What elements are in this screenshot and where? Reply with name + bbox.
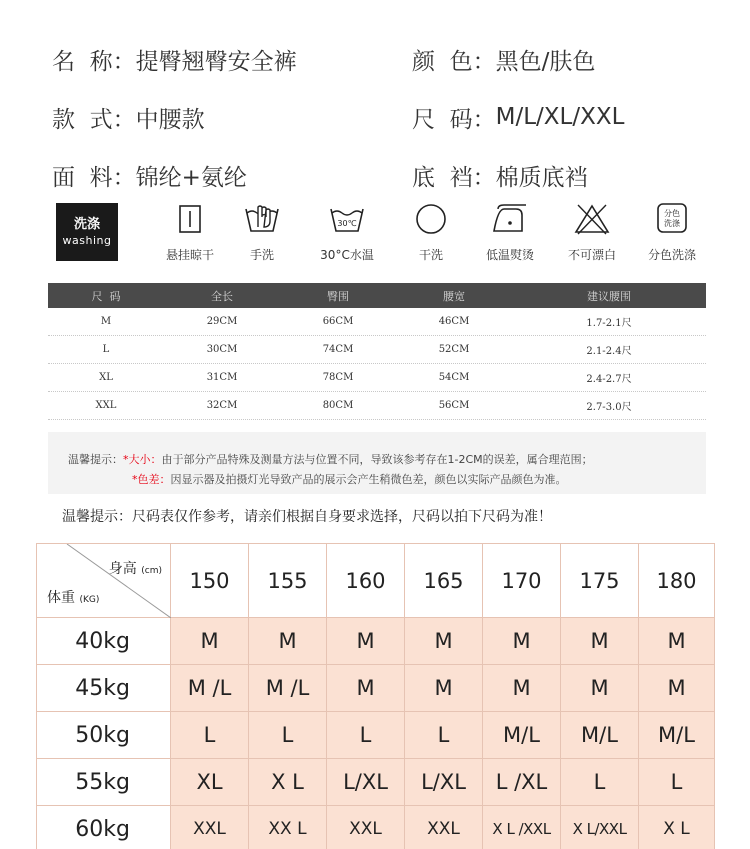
size-cell: XL — [171, 759, 249, 806]
size-cell: M — [561, 665, 639, 712]
size-note: 温馨提示：尺码表仅作参考，请亲们根据自身要求选择，尺码以拍下尺码为准！ — [62, 509, 552, 525]
header-hip: 臀围 — [327, 289, 349, 303]
care-label: 分色洗涤 — [647, 248, 696, 262]
table-row — [48, 392, 706, 420]
wash-30c-icon — [329, 203, 365, 235]
table-row — [48, 364, 706, 392]
low-iron-icon — [492, 203, 528, 235]
size-cell: M /L — [249, 665, 327, 712]
cell-hip: 66CM — [322, 316, 354, 327]
badge-title: 洗涤 — [73, 216, 100, 232]
care-dry-clean — [390, 203, 472, 265]
size-cell: M — [639, 665, 715, 712]
size-cell: M/L — [483, 712, 561, 759]
size-cell: X L /XXL — [483, 806, 561, 849]
size-cell: M — [561, 618, 639, 665]
icon-text: 洗涤 — [664, 219, 680, 228]
size-cell: L — [249, 712, 327, 759]
washing-badge — [56, 203, 118, 261]
care-label: 30°C水温 — [320, 248, 374, 262]
weight-header: 50kg — [37, 712, 171, 759]
height-header: 165 — [405, 544, 483, 618]
grid-row — [37, 618, 715, 665]
cell-waist-width: 54CM — [438, 372, 470, 383]
size-cell: M — [171, 618, 249, 665]
size-cell: M /L — [171, 665, 249, 712]
size-cell: M — [483, 618, 561, 665]
size-cell: M — [249, 618, 327, 665]
height-header: 180 — [639, 544, 715, 618]
size-cell: XX L — [249, 806, 327, 849]
cell-waist-suggest: 1.7-2.1尺 — [586, 318, 632, 329]
cell-hip: 78CM — [322, 372, 354, 383]
info-color — [412, 43, 595, 76]
size-cell: L — [561, 759, 639, 806]
size-cell: L /XL — [483, 759, 561, 806]
height-header: 170 — [483, 544, 561, 618]
weight-header: 40kg — [37, 618, 171, 665]
weight-header: 60kg — [37, 806, 171, 849]
tip-size-tag: *大小： — [123, 453, 162, 466]
header-length: 全长 — [211, 289, 233, 303]
care-hand-wash — [221, 203, 303, 265]
grid-row — [37, 665, 715, 712]
size-cell: L — [171, 712, 249, 759]
info-style — [52, 101, 412, 134]
tip-color-text: 因显示器及拍摄灯光导致产品的展示会产生稍微色差，颜色以实际产品颜色为准。 — [170, 473, 567, 486]
cell-waist-suggest: 2.7-3.0尺 — [586, 402, 632, 413]
care-no-bleach — [551, 203, 633, 265]
table-row — [48, 308, 706, 336]
cell-length: 29CM — [206, 316, 238, 327]
care-label: 干洗 — [418, 248, 443, 262]
cell-waist-width: 56CM — [438, 400, 470, 411]
weight-label: 体重 — [47, 590, 75, 606]
size-cell: M — [639, 618, 715, 665]
grid-corner — [37, 544, 171, 618]
size-cell: X L/XXL — [561, 806, 639, 849]
cell-waist-suggest: 2.1-2.4尺 — [586, 346, 632, 357]
weight-header: 55kg — [37, 759, 171, 806]
height-header: 155 — [249, 544, 327, 618]
size-cell: M — [405, 665, 483, 712]
weight-header: 45kg — [37, 665, 171, 712]
size-cell: M — [405, 618, 483, 665]
height-label: 身高 — [108, 561, 137, 577]
info-label: 款 式： — [52, 106, 136, 133]
cell-size: M — [100, 316, 112, 327]
height-axis-label — [109, 558, 162, 578]
care-hang-dry — [149, 203, 231, 265]
tip-size-line — [68, 451, 593, 467]
cell-length: 30CM — [206, 344, 238, 355]
hang-dry-icon — [172, 203, 208, 235]
cell-length: 32CM — [206, 400, 238, 411]
size-cell: M — [327, 665, 405, 712]
size-chart — [48, 283, 706, 420]
care-label: 低温熨烫 — [485, 248, 534, 262]
cell-length: 31CM — [206, 372, 238, 383]
temp-text: 30℃ — [337, 219, 357, 228]
size-cell: XXL — [171, 806, 249, 849]
care-label: 手洗 — [249, 248, 274, 262]
weight-axis-label — [47, 587, 99, 607]
icon-text: 分色 — [664, 209, 680, 218]
care-low-iron — [469, 203, 551, 265]
info-row — [52, 88, 712, 146]
info-crotch — [412, 159, 588, 192]
header-waist-suggest: 建议腰围 — [587, 289, 631, 303]
cell-waist-suggest: 2.4-2.7尺 — [586, 374, 632, 385]
size-cell: L — [405, 712, 483, 759]
info-row — [52, 146, 712, 204]
grid-row — [37, 806, 715, 849]
separate-wash-icon — [654, 203, 690, 235]
height-header: 160 — [327, 544, 405, 618]
size-cell: M/L — [561, 712, 639, 759]
product-info — [52, 30, 712, 204]
cell-size: L — [102, 344, 110, 355]
grid-header-row — [37, 544, 715, 618]
grid-row — [37, 759, 715, 806]
size-chart-header — [48, 283, 706, 308]
info-value: 锦纶+氨纶 — [135, 164, 247, 191]
care-label: 悬挂晾干 — [165, 248, 214, 262]
size-cell: M — [483, 665, 561, 712]
care-instructions — [56, 203, 706, 265]
info-label: 底 裆： — [412, 164, 496, 191]
badge-subtitle: washing — [62, 233, 112, 247]
size-cell: XXL — [327, 806, 405, 849]
info-name — [52, 43, 412, 76]
size-cell: L/XL — [327, 759, 405, 806]
weight-unit: (KG) — [79, 595, 100, 605]
height-header: 150 — [171, 544, 249, 618]
info-label: 名 称： — [52, 48, 136, 75]
tip-color-tag: *色差： — [132, 473, 171, 486]
dry-clean-icon — [413, 203, 449, 235]
info-size — [412, 101, 624, 134]
header-waist-width: 腰宽 — [443, 289, 465, 303]
info-label: 尺 码： — [412, 106, 496, 133]
info-value: 提臀翘臀安全裤 — [135, 48, 297, 75]
fit-grid — [36, 543, 715, 849]
info-value: 黑色/肤色 — [495, 48, 596, 75]
size-cell: M/L — [639, 712, 715, 759]
size-cell: XXL — [405, 806, 483, 849]
cell-hip: 80CM — [322, 400, 354, 411]
tip-size-text: 由于部分产品特殊及测量方法与位置不同，导致该参考存在1-2CM的误差，属合理范围； — [161, 453, 593, 466]
no-bleach-icon — [574, 203, 610, 235]
cell-waist-width: 46CM — [438, 316, 470, 327]
info-label: 面 料： — [52, 164, 136, 191]
height-unit: (cm) — [141, 566, 162, 576]
size-cell: X L — [639, 806, 715, 849]
info-value: 棉质底裆 — [495, 164, 588, 191]
care-label: 不可漂白 — [567, 248, 616, 262]
cell-size: XXL — [95, 400, 117, 411]
cell-size: XL — [99, 372, 113, 383]
size-cell: L — [639, 759, 715, 806]
grid-row — [37, 712, 715, 759]
info-value: M/L/XL/XXL — [495, 104, 625, 130]
size-cell: M — [327, 618, 405, 665]
size-cell: X L — [249, 759, 327, 806]
size-cell: L/XL — [405, 759, 483, 806]
table-row — [48, 336, 706, 364]
info-fabric — [52, 159, 412, 192]
hand-wash-icon — [244, 203, 280, 235]
tips-box — [48, 432, 706, 494]
info-value: 中腰款 — [135, 106, 205, 133]
header-size: 尺 码 — [91, 289, 121, 303]
tip-prefix: 温馨提示： — [68, 453, 123, 466]
size-cell: L — [327, 712, 405, 759]
info-label: 颜 色： — [412, 48, 496, 75]
cell-hip: 74CM — [322, 344, 354, 355]
care-separate-wash — [631, 203, 713, 265]
care-wash-30 — [306, 203, 388, 265]
info-row — [52, 30, 712, 88]
cell-waist-width: 52CM — [438, 344, 470, 355]
height-header: 175 — [561, 544, 639, 618]
tip-color-line — [132, 471, 567, 487]
